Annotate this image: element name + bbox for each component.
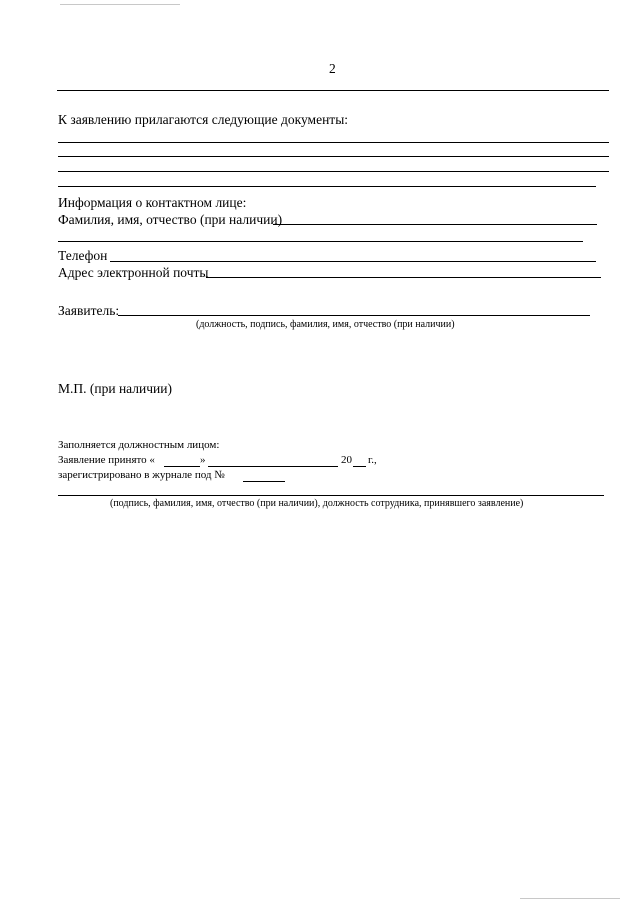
official-heading: Заполняется должностным лицом: [58, 439, 220, 451]
contact-email-label: Адрес электронной почты [58, 265, 209, 280]
official-caption: (подпись, фамилия, имя, отчество (при наличии), должность сотрудника, принявшего заявление) [110, 498, 524, 509]
contact-phone-label: Телефон [58, 248, 108, 263]
contact-heading: Информация о контактном лице: [58, 195, 247, 210]
scan-artifact-bottom [520, 898, 620, 899]
documents-line-3[interactable] [58, 171, 609, 172]
header-rule [57, 90, 609, 91]
page-number: 2 [329, 61, 336, 76]
accepted-year-field[interactable] [353, 466, 366, 467]
scan-artifact-top [60, 4, 180, 5]
registered-label: зарегистрировано в журнале под № [58, 469, 225, 481]
registered-number-field[interactable] [243, 481, 285, 482]
documents-line-1[interactable] [58, 142, 609, 143]
year-suffix: г., [368, 454, 377, 466]
contact-fio-label: Фамилия, имя, отчество (при наличии) [58, 212, 283, 227]
contact-phone-field[interactable] [110, 261, 596, 262]
stamp-label: М.П. (при наличии) [58, 381, 172, 396]
contact-email-field[interactable] [206, 277, 601, 278]
documents-heading: К заявлению прилагаются следующие документы: [58, 112, 349, 127]
applicant-label: Заявитель: [58, 303, 120, 318]
contact-fio-field-2[interactable] [58, 241, 583, 242]
documents-line-4[interactable] [58, 186, 596, 187]
documents-line-2[interactable] [58, 156, 609, 157]
applicant-signature-field[interactable] [118, 315, 590, 316]
contact-fio-field[interactable] [273, 224, 597, 225]
official-signature-field[interactable] [58, 495, 604, 496]
accepted-prefix: Заявление принято « [58, 454, 155, 466]
year-prefix: 20 [341, 454, 352, 466]
applicant-caption: (должность, подпись, фамилия, имя, отчество (при наличии) [196, 319, 455, 330]
accepted-month-field[interactable] [208, 466, 338, 467]
accepted-day-field[interactable] [164, 466, 200, 467]
accepted-quote-close: » [200, 454, 206, 466]
